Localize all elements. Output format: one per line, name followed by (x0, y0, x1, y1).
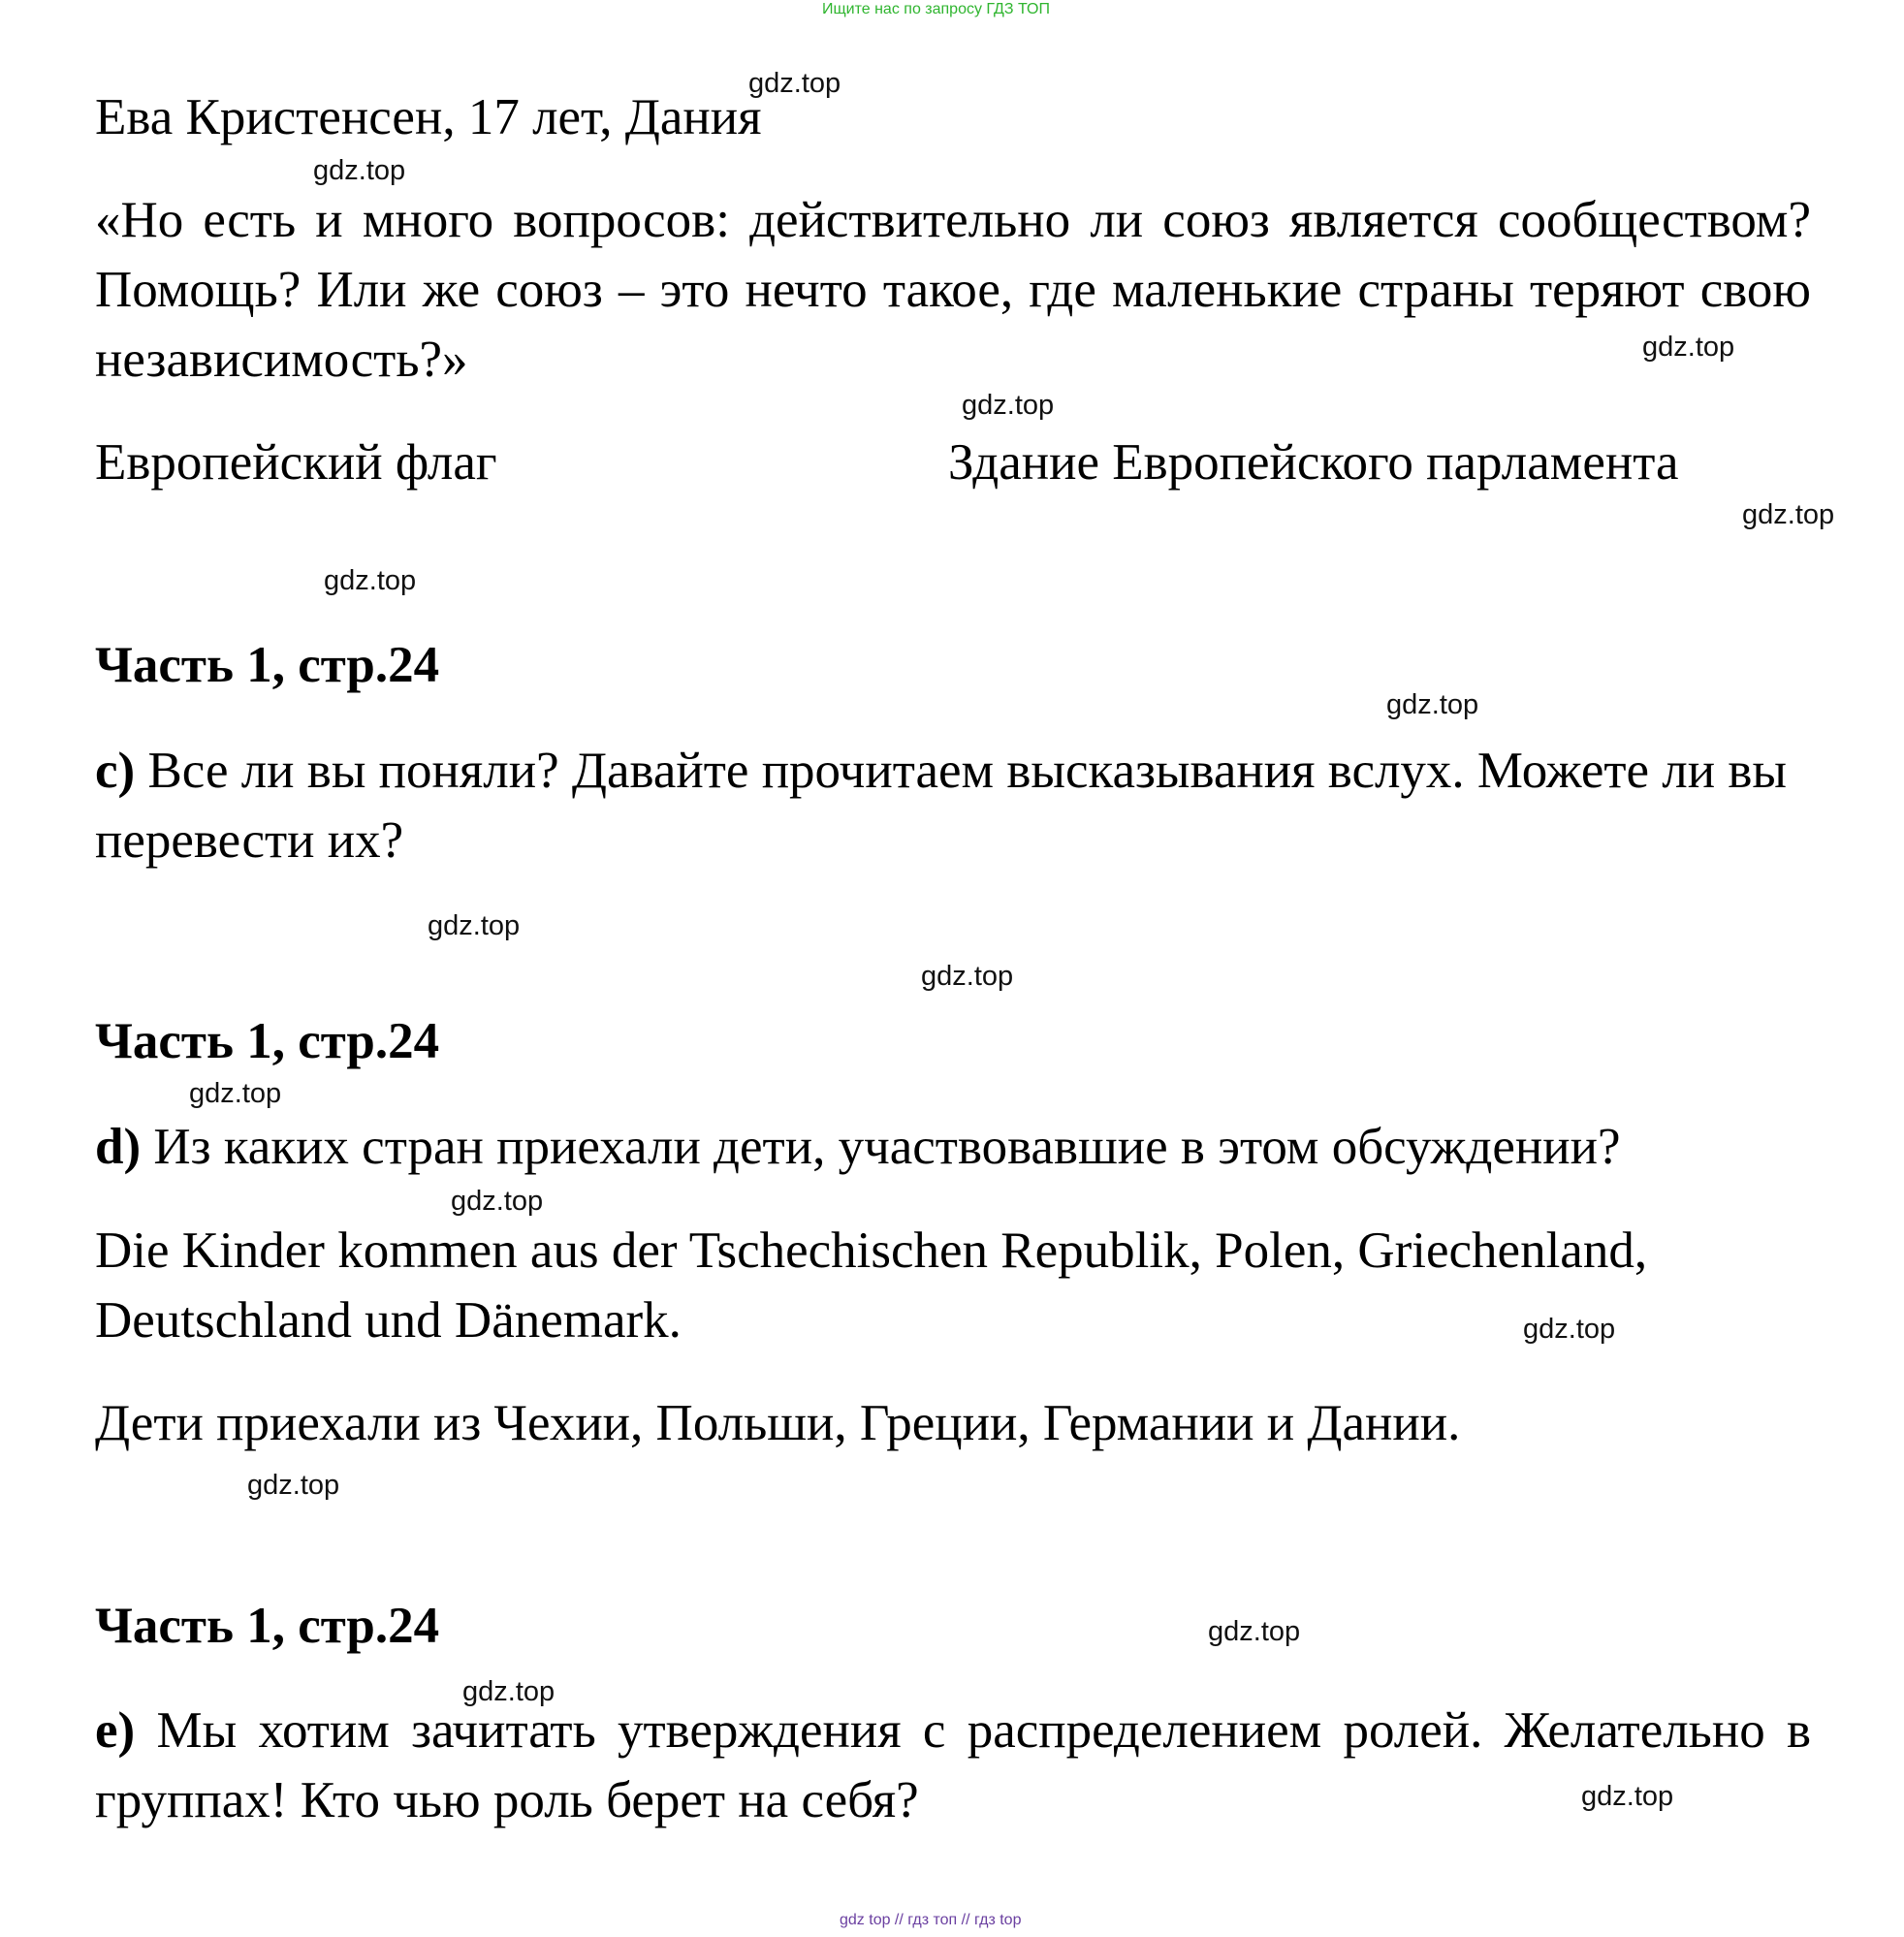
footer-watermark: gdz top // гдз топ // гдз top (840, 1912, 1022, 1928)
watermark: gdz.top (324, 565, 417, 596)
watermark: gdz.top (1642, 332, 1735, 363)
exercise-label: d) (95, 1119, 142, 1175)
watermark: gdz.top (247, 1470, 340, 1501)
top-banner: Ищите нас по запросу ГДЗ ТОП (822, 1, 1050, 17)
watermark: gdz.top (462, 1676, 555, 1707)
section-heading: Часть 1, стр.24 (95, 1013, 440, 1069)
exercise-d (95, 1112, 1621, 1182)
watermark: gdz.top (1208, 1616, 1301, 1647)
watermark: gdz.top (313, 155, 406, 186)
exercise-c (95, 736, 1811, 875)
watermark: gdz.top (1742, 499, 1835, 530)
watermark: gdz.top (1386, 689, 1479, 720)
answer-russian: Дети приехали из Чехии, Польши, Греции, Германии и Дании. (95, 1395, 1461, 1451)
exercise-text: Мы хотим зачитать утверждения с распределением ролей. Желательно в группах! Кто чью роль берет на себя? (95, 1702, 1811, 1828)
answer-german: Die Kinder kommen aus der Tschechischen Republik, Polen, Griechenland, Deutschland und Dänemark. (95, 1223, 1648, 1349)
exercise-label: c) (95, 743, 136, 799)
section-heading: Часть 1, стр.24 (95, 1598, 440, 1654)
exercise-text: Все ли вы поняли? Давайте прочитаем высказывания вслух. Можете ли вы перевести их? (95, 743, 1787, 869)
caption-european-flag: Европейский флаг (95, 434, 497, 491)
watermark: gdz.top (748, 68, 841, 99)
watermark: gdz.top (1523, 1314, 1616, 1345)
watermark: gdz.top (451, 1186, 544, 1217)
watermark: gdz.top (428, 910, 521, 941)
exercise-e (95, 1696, 1811, 1835)
quote-paragraph: «Но есть и много вопросов: действительно ли союз является сообществом? Помощь? Или же союз – это нечто такое, где маленькие страны теряют свою независимость?» (95, 192, 1811, 388)
watermark: gdz.top (189, 1078, 282, 1109)
caption-parliament-building: Здание Европейского парламента (948, 434, 1679, 491)
section-heading: Часть 1, стр.24 (95, 637, 440, 693)
watermark: gdz.top (921, 961, 1014, 992)
exercise-text: Из каких стран приехали дети, участвовавшие в этом обсуждении? (141, 1119, 1621, 1175)
watermark: gdz.top (962, 390, 1055, 421)
exercise-label: e) (95, 1702, 136, 1759)
author-line: Ева Кристенсен, 17 лет, Дания (95, 89, 762, 145)
watermark: gdz.top (1581, 1781, 1674, 1812)
